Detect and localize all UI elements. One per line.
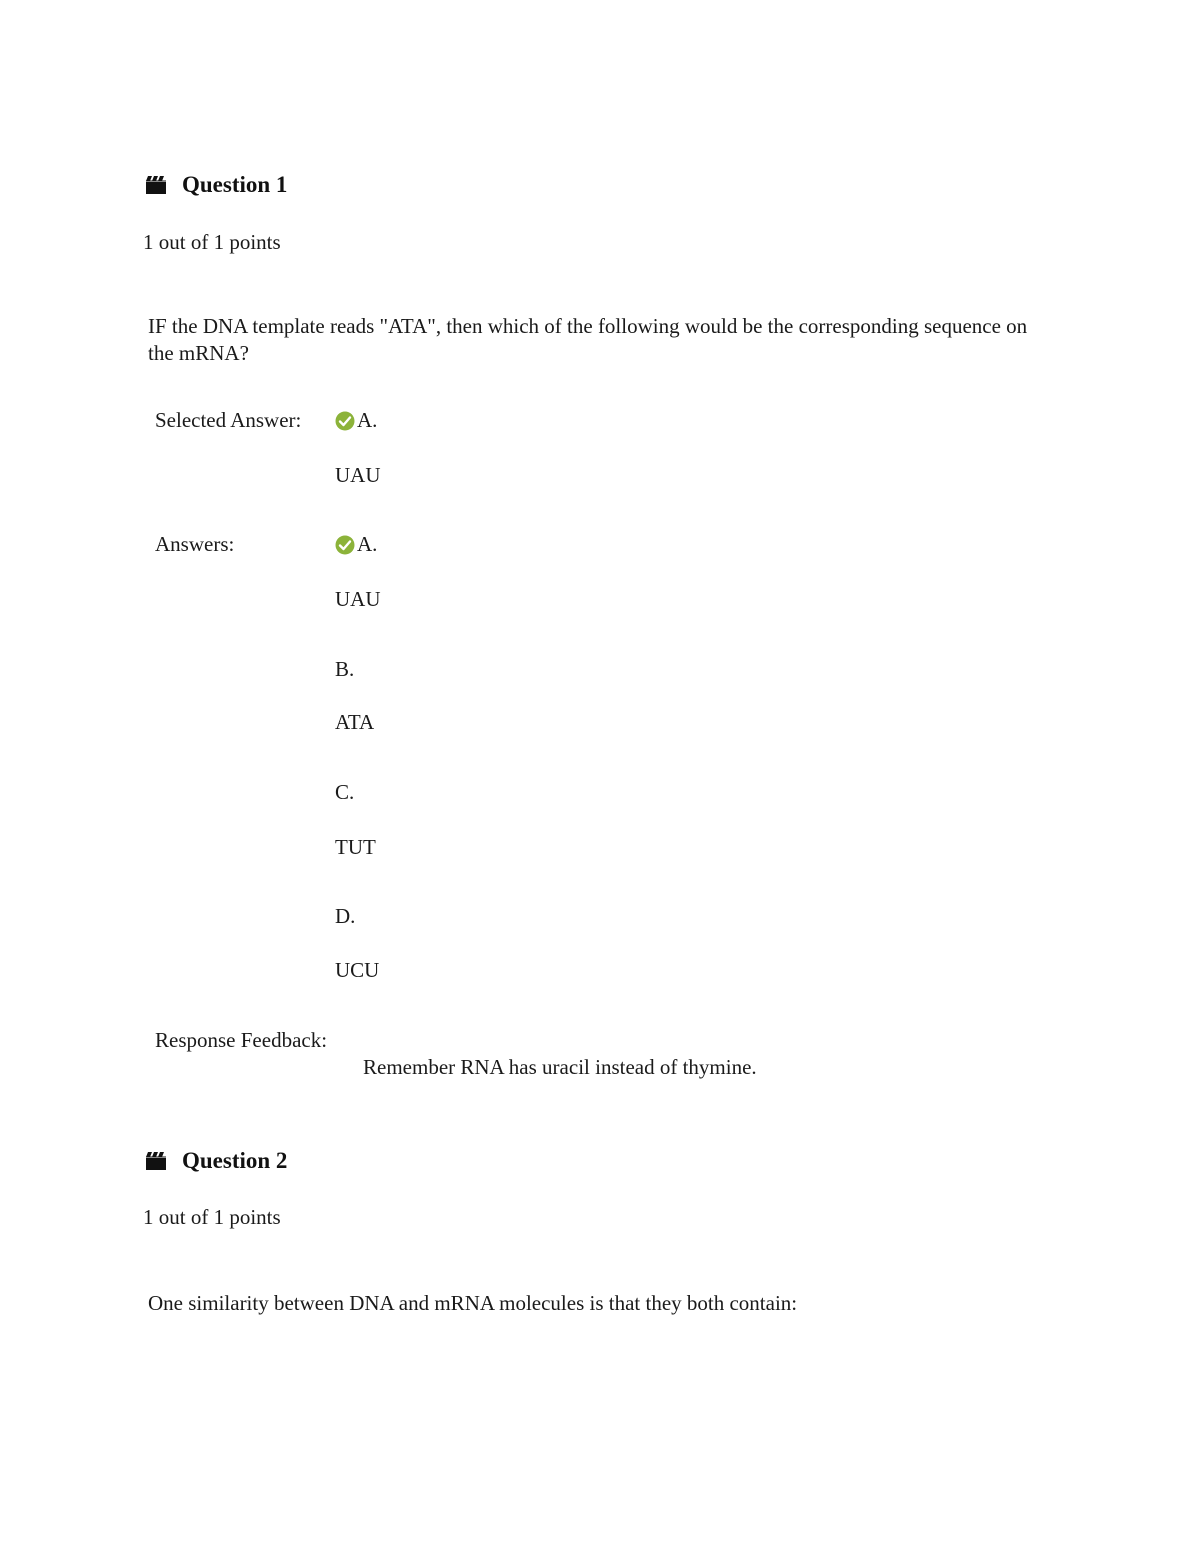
- question-text: One similarity between DNA and mRNA molecules is that they both contain:: [148, 1291, 798, 1315]
- answer-text: UAU: [335, 587, 381, 611]
- question-points: 1 out of 1 points: [143, 1205, 281, 1229]
- question-icon: [145, 175, 167, 195]
- answer-text: ATA: [335, 710, 375, 734]
- answer-letter: A.: [357, 532, 378, 556]
- question-1-header: [145, 172, 287, 198]
- answer-option-b: B.: [335, 657, 355, 681]
- response-feedback-label: Response Feedback:: [155, 1028, 328, 1052]
- check-circle-icon: [335, 535, 355, 555]
- response-feedback-text: Remember RNA has uracil instead of thymine.: [363, 1055, 757, 1079]
- answers-label: Answers:: [155, 532, 235, 556]
- question-title: Question 2: [182, 1148, 288, 1173]
- answer-text: UCU: [335, 958, 380, 982]
- question-text: IF the DNA template reads "ATA", then which of the following would be the corresponding sequence on the mRNA?: [148, 314, 1028, 365]
- check-circle-icon: [335, 411, 355, 431]
- question-2-header: [145, 1148, 287, 1174]
- selected-answer-letter: A.: [357, 408, 378, 432]
- answer-option-d: D.: [335, 904, 356, 928]
- selected-answer-text: UAU: [335, 463, 381, 487]
- answer-option-a: [335, 532, 377, 557]
- answer-text: TUT: [335, 835, 376, 859]
- question-title: Question 1: [182, 172, 288, 197]
- question-icon: [145, 1151, 167, 1171]
- question-points: 1 out of 1 points: [143, 230, 281, 254]
- answer-option-c: C.: [335, 780, 355, 804]
- selected-answer-label: Selected Answer:: [155, 408, 302, 432]
- selected-answer: [335, 408, 377, 433]
